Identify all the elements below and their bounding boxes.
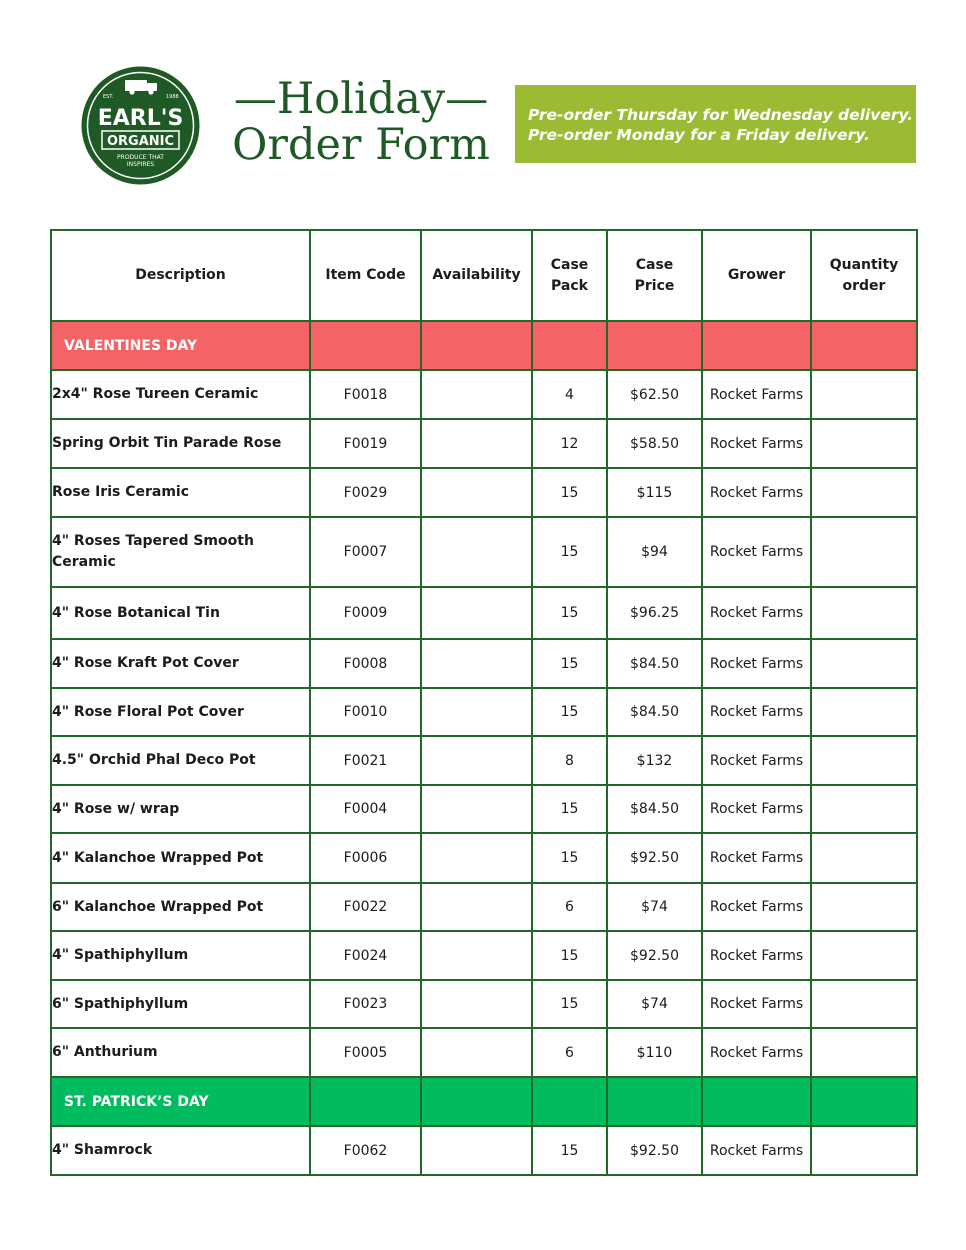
- section-cell: [702, 1077, 811, 1126]
- header-description: Description: [51, 230, 310, 321]
- case-pack-cell: 15: [532, 639, 607, 688]
- table-row: [51, 688, 917, 736]
- case-pack-cell: 15: [532, 931, 607, 980]
- logo-est: EST.: [103, 94, 114, 100]
- quantity-order-input[interactable]: [811, 688, 917, 736]
- section-cell: [607, 321, 702, 370]
- case-price-cell: $84.50: [607, 639, 702, 688]
- case-pack-cell: 15: [532, 468, 607, 517]
- header-availability: Availability: [421, 230, 532, 321]
- availability-cell[interactable]: [421, 736, 532, 785]
- header-grower: Grower: [702, 230, 811, 321]
- table-row: [51, 980, 917, 1028]
- quantity-order-input[interactable]: [811, 587, 917, 639]
- table-row: [51, 419, 917, 468]
- section-cell: [421, 1077, 532, 1126]
- description-cell: 6" Kalanchoe Wrapped Pot: [51, 883, 310, 931]
- item-code-cell: F0022: [310, 883, 421, 931]
- quantity-order-input[interactable]: [811, 785, 917, 833]
- grower-cell: Rocket Farms: [702, 419, 811, 468]
- availability-cell[interactable]: [421, 419, 532, 468]
- table-row: [51, 785, 917, 833]
- case-pack-cell: 4: [532, 370, 607, 419]
- case-pack-cell: 15: [532, 517, 607, 587]
- quantity-order-input[interactable]: [811, 1126, 917, 1175]
- table-row: [51, 468, 917, 517]
- header-case-price: Case Price: [607, 230, 702, 321]
- quantity-order-input[interactable]: [811, 639, 917, 688]
- table-row: [51, 1028, 917, 1077]
- item-code-cell: F0004: [310, 785, 421, 833]
- case-pack-cell: 12: [532, 419, 607, 468]
- section-row: [51, 1077, 917, 1126]
- grower-cell: Rocket Farms: [702, 587, 811, 639]
- banner-line-1: Pre-order Thursday for Wednesday delivery.: [528, 106, 914, 124]
- header-quantity-order: Quantity order: [811, 230, 917, 321]
- quantity-order-input[interactable]: [811, 517, 917, 587]
- section-label: VALENTINES DAY: [51, 321, 310, 370]
- section-label: ST. PATRICK’S DAY: [51, 1077, 310, 1126]
- item-code-cell: F0005: [310, 1028, 421, 1077]
- grower-cell: Rocket Farms: [702, 1126, 811, 1175]
- section-cell: [532, 1077, 607, 1126]
- description-cell: Rose Iris Ceramic: [51, 468, 310, 517]
- case-pack-cell: 15: [532, 980, 607, 1028]
- case-price-cell: $92.50: [607, 931, 702, 980]
- grower-cell: Rocket Farms: [702, 1028, 811, 1077]
- case-price-cell: $62.50: [607, 370, 702, 419]
- section-cell: [310, 1077, 421, 1126]
- quantity-order-input[interactable]: [811, 736, 917, 785]
- item-code-cell: F0018: [310, 370, 421, 419]
- description-cell: 4" Shamrock: [51, 1126, 310, 1175]
- grower-cell: Rocket Farms: [702, 931, 811, 980]
- case-pack-cell: 15: [532, 833, 607, 883]
- availability-cell[interactable]: [421, 883, 532, 931]
- case-price-cell: $58.50: [607, 419, 702, 468]
- case-pack-cell: 15: [532, 688, 607, 736]
- quantity-order-input[interactable]: [811, 883, 917, 931]
- delivery-banner: [515, 85, 916, 163]
- description-cell: 4" Spathiphyllum: [51, 931, 310, 980]
- availability-cell[interactable]: [421, 587, 532, 639]
- case-price-cell: $94: [607, 517, 702, 587]
- table-row: [51, 1126, 917, 1175]
- item-code-cell: F0007: [310, 517, 421, 587]
- item-code-cell: F0010: [310, 688, 421, 736]
- quantity-order-input[interactable]: [811, 1028, 917, 1077]
- section-row: [51, 321, 917, 370]
- description-cell: 6" Spathiphyllum: [51, 980, 310, 1028]
- description-cell: Spring Orbit Tin Parade Rose: [51, 419, 310, 468]
- table-row: [51, 517, 917, 587]
- table-row: [51, 587, 917, 639]
- item-code-cell: F0006: [310, 833, 421, 883]
- grower-cell: Rocket Farms: [702, 736, 811, 785]
- logo-tagline-2: INSPIRES: [126, 161, 155, 168]
- banner-line-2: Pre-order Monday for a Friday delivery.: [528, 126, 870, 144]
- grower-cell: Rocket Farms: [702, 468, 811, 517]
- availability-cell[interactable]: [421, 833, 532, 883]
- logo-year: 1988: [166, 94, 179, 100]
- header-item-code: Item Code: [310, 230, 421, 321]
- quantity-order-input[interactable]: [811, 980, 917, 1028]
- table-row: [51, 833, 917, 883]
- case-pack-cell: 8: [532, 736, 607, 785]
- quantity-order-input[interactable]: [811, 468, 917, 517]
- case-pack-cell: 6: [532, 883, 607, 931]
- table-body: [51, 321, 917, 1175]
- availability-cell[interactable]: [421, 688, 532, 736]
- item-code-cell: F0029: [310, 468, 421, 517]
- table-row: [51, 736, 917, 785]
- availability-cell[interactable]: [421, 639, 532, 688]
- description-cell: 2x4" Rose Tureen Ceramic: [51, 370, 310, 419]
- table-row: [51, 639, 917, 688]
- availability-cell[interactable]: [421, 468, 532, 517]
- item-code-cell: F0024: [310, 931, 421, 980]
- case-pack-cell: 15: [532, 1126, 607, 1175]
- description-cell: 4" Rose w/ wrap: [51, 785, 310, 833]
- logo-organic: ORGANIC: [106, 134, 175, 149]
- item-code-cell: F0019: [310, 419, 421, 468]
- availability-cell[interactable]: [421, 1028, 532, 1077]
- case-pack-cell: 6: [532, 1028, 607, 1077]
- description-cell: 4" Roses Tapered Smooth Ceramic: [51, 517, 310, 587]
- title-line-2: Order Form: [232, 120, 490, 170]
- availability-cell[interactable]: [421, 980, 532, 1028]
- quantity-order-input[interactable]: [811, 833, 917, 883]
- case-price-cell: $84.50: [607, 785, 702, 833]
- grower-cell: Rocket Farms: [702, 980, 811, 1028]
- section-cell: [421, 321, 532, 370]
- case-price-cell: $110: [607, 1028, 702, 1077]
- grower-cell: Rocket Farms: [702, 883, 811, 931]
- section-cell: [811, 1077, 917, 1126]
- logo-tagline-1: PRODUCE THAT: [117, 154, 164, 161]
- description-cell: 4" Rose Botanical Tin: [51, 587, 310, 639]
- availability-cell[interactable]: [421, 517, 532, 587]
- description-cell: 6" Anthurium: [51, 1028, 310, 1077]
- header-case-pack: Case Pack: [532, 230, 607, 321]
- availability-cell[interactable]: [421, 1126, 532, 1175]
- grower-cell: Rocket Farms: [702, 517, 811, 587]
- grower-cell: Rocket Farms: [702, 639, 811, 688]
- item-code-cell: F0008: [310, 639, 421, 688]
- case-price-cell: $84.50: [607, 688, 702, 736]
- quantity-order-input[interactable]: [811, 931, 917, 980]
- case-pack-cell: 15: [532, 785, 607, 833]
- grower-cell: Rocket Farms: [702, 785, 811, 833]
- item-code-cell: F0021: [310, 736, 421, 785]
- page-title: [226, 76, 496, 168]
- table-row: [51, 883, 917, 931]
- case-pack-cell: 15: [532, 587, 607, 639]
- section-cell: [607, 1077, 702, 1126]
- earls-organic-logo: [80, 65, 201, 186]
- description-cell: 4" Kalanchoe Wrapped Pot: [51, 833, 310, 883]
- section-cell: [532, 321, 607, 370]
- logo-name: EARL'S: [97, 106, 184, 131]
- item-code-cell: F0009: [310, 587, 421, 639]
- grower-cell: Rocket Farms: [702, 688, 811, 736]
- description-cell: 4.5" Orchid Phal Deco Pot: [51, 736, 310, 785]
- item-code-cell: F0062: [310, 1126, 421, 1175]
- quantity-order-input[interactable]: [811, 419, 917, 468]
- case-price-cell: $92.50: [607, 1126, 702, 1175]
- case-price-cell: $74: [607, 883, 702, 931]
- grower-cell: Rocket Farms: [702, 833, 811, 883]
- case-price-cell: $132: [607, 736, 702, 785]
- availability-cell[interactable]: [421, 785, 532, 833]
- header-row: [51, 230, 917, 321]
- availability-cell[interactable]: [421, 370, 532, 419]
- grower-cell: Rocket Farms: [702, 370, 811, 419]
- title-line-1: —Holiday—: [233, 74, 489, 124]
- case-price-cell: $92.50: [607, 833, 702, 883]
- description-cell: 4" Rose Kraft Pot Cover: [51, 639, 310, 688]
- description-cell: 4" Rose Floral Pot Cover: [51, 688, 310, 736]
- quantity-order-input[interactable]: [811, 370, 917, 419]
- section-cell: [310, 321, 421, 370]
- case-price-cell: $74: [607, 980, 702, 1028]
- section-cell: [811, 321, 917, 370]
- availability-cell[interactable]: [421, 931, 532, 980]
- case-price-cell: $96.25: [607, 587, 702, 639]
- order-table: [50, 229, 918, 1176]
- section-cell: [702, 321, 811, 370]
- table-row: [51, 931, 917, 980]
- table-row: [51, 370, 917, 419]
- item-code-cell: F0023: [310, 980, 421, 1028]
- case-price-cell: $115: [607, 468, 702, 517]
